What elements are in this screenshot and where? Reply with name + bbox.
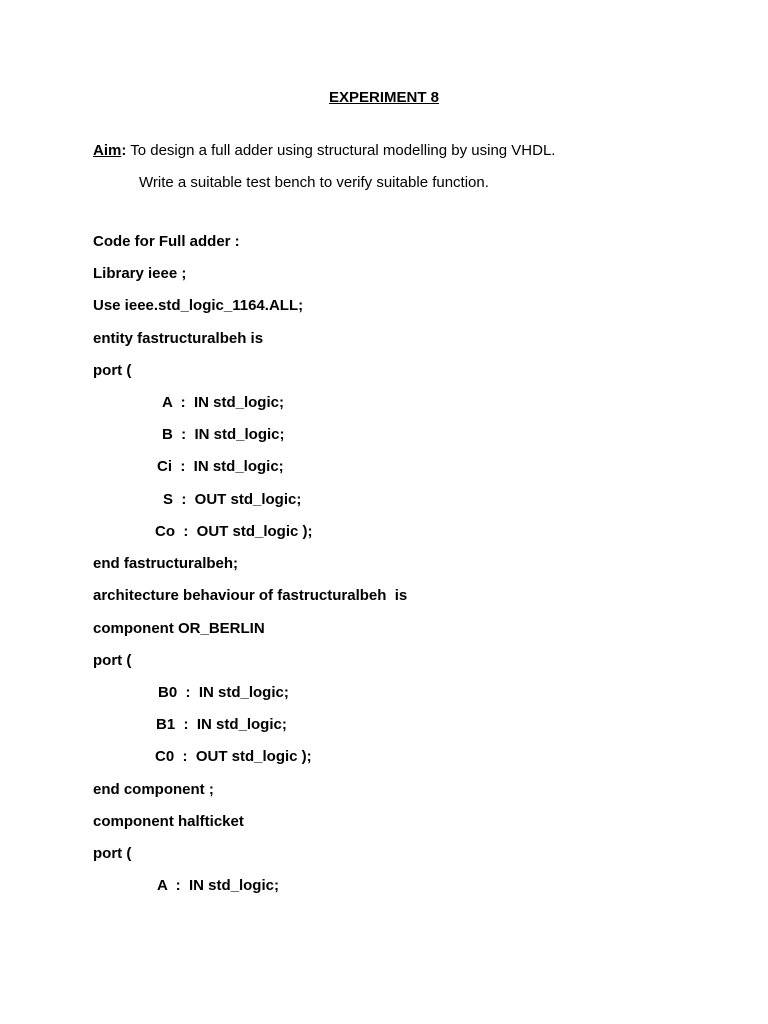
code-line: B0 : IN std_logic; — [158, 684, 289, 701]
code-line: end component ; — [93, 781, 214, 798]
aim-label: Aim — [93, 142, 122, 159]
code-line: component OR_BERLIN — [93, 620, 265, 637]
aim-text: To design a full adder using structural modelling by using VHDL. — [126, 142, 556, 159]
code-line: Library ieee ; — [93, 265, 187, 282]
code-line: port ( — [93, 845, 132, 862]
code-line: component halfticket — [93, 813, 244, 830]
aim-line — [93, 142, 555, 159]
code-line: B : IN std_logic; — [162, 426, 285, 443]
code-line: C0 : OUT std_logic ); — [155, 748, 312, 765]
code-line: Co : OUT std_logic ); — [155, 523, 313, 540]
code-line: B1 : IN std_logic; — [156, 716, 287, 733]
code-line: entity fastructuralbeh is — [93, 330, 264, 347]
code-heading: Code for Full adder : — [93, 233, 240, 250]
aim-line-2: Write a suitable test bench to verify suitable function. — [139, 174, 489, 191]
aim-colon: : — [121, 142, 127, 159]
code-line: S : OUT std_logic; — [163, 491, 302, 508]
page-title: EXPERIMENT 8 — [328, 89, 440, 106]
code-line: Use ieee.std_logic_1164.ALL; — [93, 297, 304, 314]
code-line: architecture behaviour of fastructuralbeh is — [93, 587, 408, 604]
code-line: A : IN std_logic; — [157, 877, 279, 894]
code-line: port ( — [93, 652, 132, 669]
code-line: end fastructuralbeh; — [93, 555, 239, 572]
code-line: port ( — [93, 362, 132, 379]
code-line: Ci : IN std_logic; — [157, 458, 284, 475]
code-line: A : IN std_logic; — [162, 394, 284, 411]
